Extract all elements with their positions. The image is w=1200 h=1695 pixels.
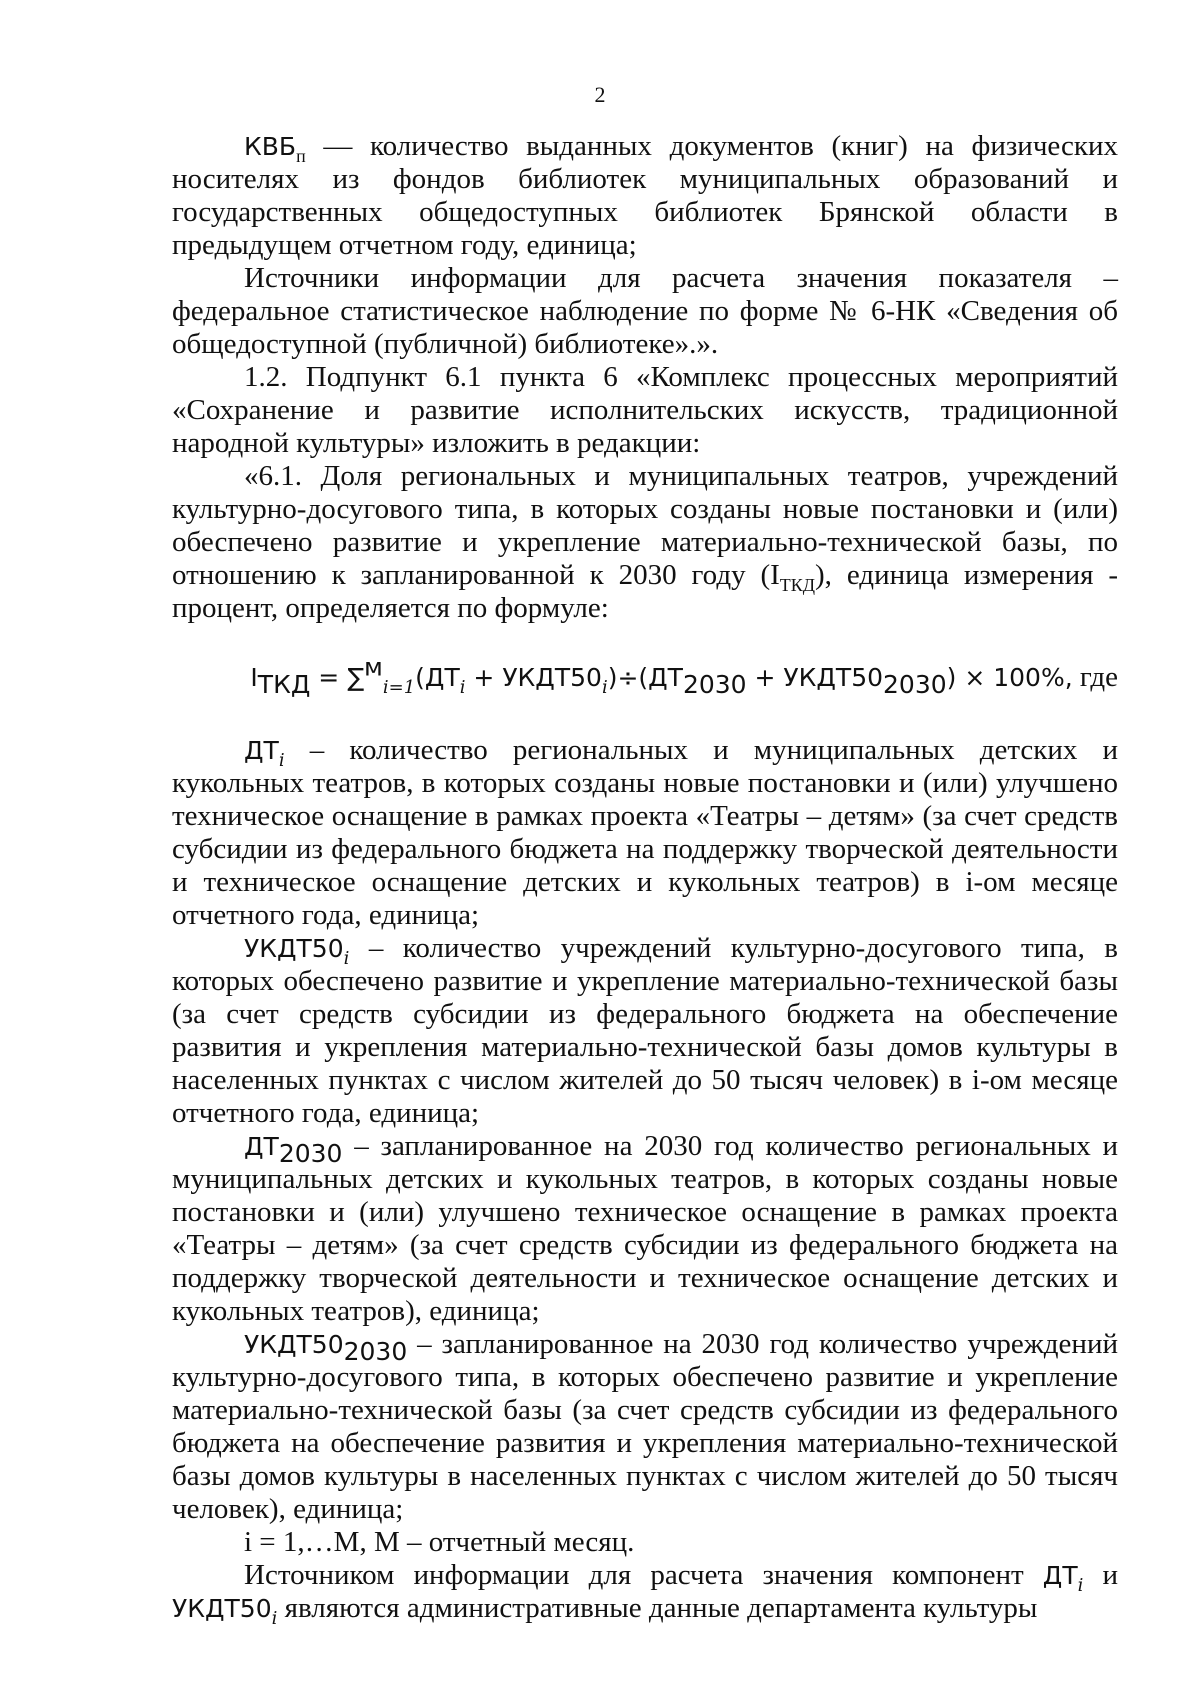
formula-itkd: [172, 652, 1118, 699]
formula-body-e: ) × 100%,: [946, 663, 1073, 692]
paragraph-kvb-definition: [172, 130, 1118, 262]
paragraph-amendment-1-2: 1.2. Подпункт 6.1 пункта 6 «Комплекс процессных мероприятий «Сохранение и развитие исполнительских искусств, традиционной народной культуры» изложить в редакции:: [172, 361, 1118, 459]
symbol-ukdt50-component-sub: i: [271, 1607, 278, 1629]
formula-where: где: [1072, 661, 1118, 693]
paragraph-information-sources: Источники информации для расчета значения показателя – федеральное статистическое наблюдение по форме № 6-НК «Сведения об общедоступной (публичной) библиотеке».».: [172, 262, 1118, 360]
page-number: 2: [594, 82, 606, 107]
definition-dt-2030: [172, 1130, 1118, 1328]
symbol-dt: ДТ: [244, 736, 279, 765]
formula-lhs: I: [250, 663, 258, 692]
formula-sub-2030-b: 2030: [883, 669, 947, 699]
formula-index-1: i: [459, 676, 466, 698]
paragraph-index-definition: i = 1,…М, М – отчетный месяц.: [244, 1526, 635, 1558]
indicator-text-b: ), единица измерения - процент, определяется по формуле:: [172, 559, 1119, 624]
definition-ukdt50-i-text: – количество учреждений культурно-досугового типа, в которых обеспечено развитие и укрепление материально-технической базы (за счет средств субсидии из федерального бюджета на обеспечение развития и укрепления материально-технической базы домов культуры в населенных пунктах с числом жителей до 50 тысяч человек) в i-ом месяце отчетного года, единица;: [172, 932, 1118, 1129]
symbol-ukdt50: УКДТ50: [244, 934, 344, 963]
symbol-kvb-subscript: п: [296, 145, 306, 166]
symbol-ukdt50-2030-sub: 2030: [343, 1336, 408, 1366]
symbol-kvb: КВБ: [244, 132, 297, 161]
symbol-dt-2030-sub: 2030: [278, 1138, 343, 1168]
formula-body-c: )÷(ДТ: [607, 663, 683, 692]
symbol-dt-component-sub: i: [1077, 1574, 1084, 1596]
formula-sum-lower: i=1: [382, 676, 416, 698]
indicator-subscript: ТКД: [779, 574, 816, 595]
definition-dt-i: [172, 734, 1118, 932]
component-sources-text-a: Источником информации для расчета значения компонент: [244, 1559, 1043, 1591]
definition-ukdt50-2030-text: – запланированное на 2030 год количество учреждений культурно-досугового типа, в которых обеспечено развитие и укрепление материально-технической базы (за счет средств субсидии из федерального бюджета на обеспечение развития и укрепления материально-технической базы домов культуры в населенных пунктах с числом жителей до 50 тысяч человек), единица;: [172, 1328, 1118, 1525]
definition-ukdt50-2030: [172, 1328, 1118, 1526]
kvb-definition-text: — количество выданных документов (книг) на физических носителях из фондов библиотек муниципальных образований и государственных общедоступных библиотек Брянской области в предыдущем отчетном году, единица;: [172, 130, 1118, 261]
definition-dt-2030-text: – запланированное на 2030 год количество региональных и муниципальных детских и кукольных театров, в которых созданы новые постановки и (или) улучшено техническое оснащение в рамках проекта «Театры – детям» (за счет средств субсидии из федерального бюджета на поддержку творческой деятельности и техническое оснащение детских и кукольных театров), единица;: [172, 1130, 1118, 1327]
symbol-ukdt50-2030: УКДТ50: [244, 1330, 344, 1359]
component-sources-text-b: являются административные данные департамента культуры: [277, 1592, 1038, 1624]
formula-body-b: + УКДТ50: [465, 663, 602, 692]
formula-sub-2030-a: 2030: [682, 669, 747, 699]
definition-dt-i-text: – количество региональных и муниципальных детских и кукольных театров, в которых созданы новые постановки и (или) улучшено техническое оснащение в рамках проекта «Театры – детям» (за счет средств субсидии из федерального бюджета на поддержку творческой деятельности и техническое оснащение детских и кукольных театров) в i-ом месяце отчетного года, единица;: [172, 734, 1118, 931]
component-sources-mid: и: [1083, 1559, 1118, 1591]
symbol-ukdt50-component: УКДТ50: [172, 1594, 272, 1623]
formula-body-a: (ДТ: [415, 663, 460, 692]
definition-ukdt50-i: [172, 932, 1118, 1130]
indicator-text-a: «6.1. Доля региональных и муниципальных театров, учреждений культурно-досугового типа, в которых созданы новые постановки и (или) обеспечено развитие и укрепление материально-технической базы, по отношению к запланированной к 2030 году (I: [172, 460, 1118, 591]
symbol-ukdt50-sub: i: [343, 947, 350, 969]
formula-body-d: + УКДТ50: [746, 663, 884, 692]
formula-lhs-sub: ТКД: [257, 669, 311, 699]
formula-sum-sign: = ∑: [310, 663, 365, 692]
formula-index-2: i: [601, 676, 608, 698]
symbol-dt-component: ДТ: [1042, 1561, 1078, 1590]
formula-sum-upper: м: [364, 652, 383, 682]
symbol-dt-sub: i: [278, 749, 285, 771]
paragraph-indicator-6-1: [172, 460, 1118, 625]
paragraph-component-sources: [172, 1559, 1118, 1629]
symbol-dt-2030: ДТ: [244, 1132, 279, 1161]
